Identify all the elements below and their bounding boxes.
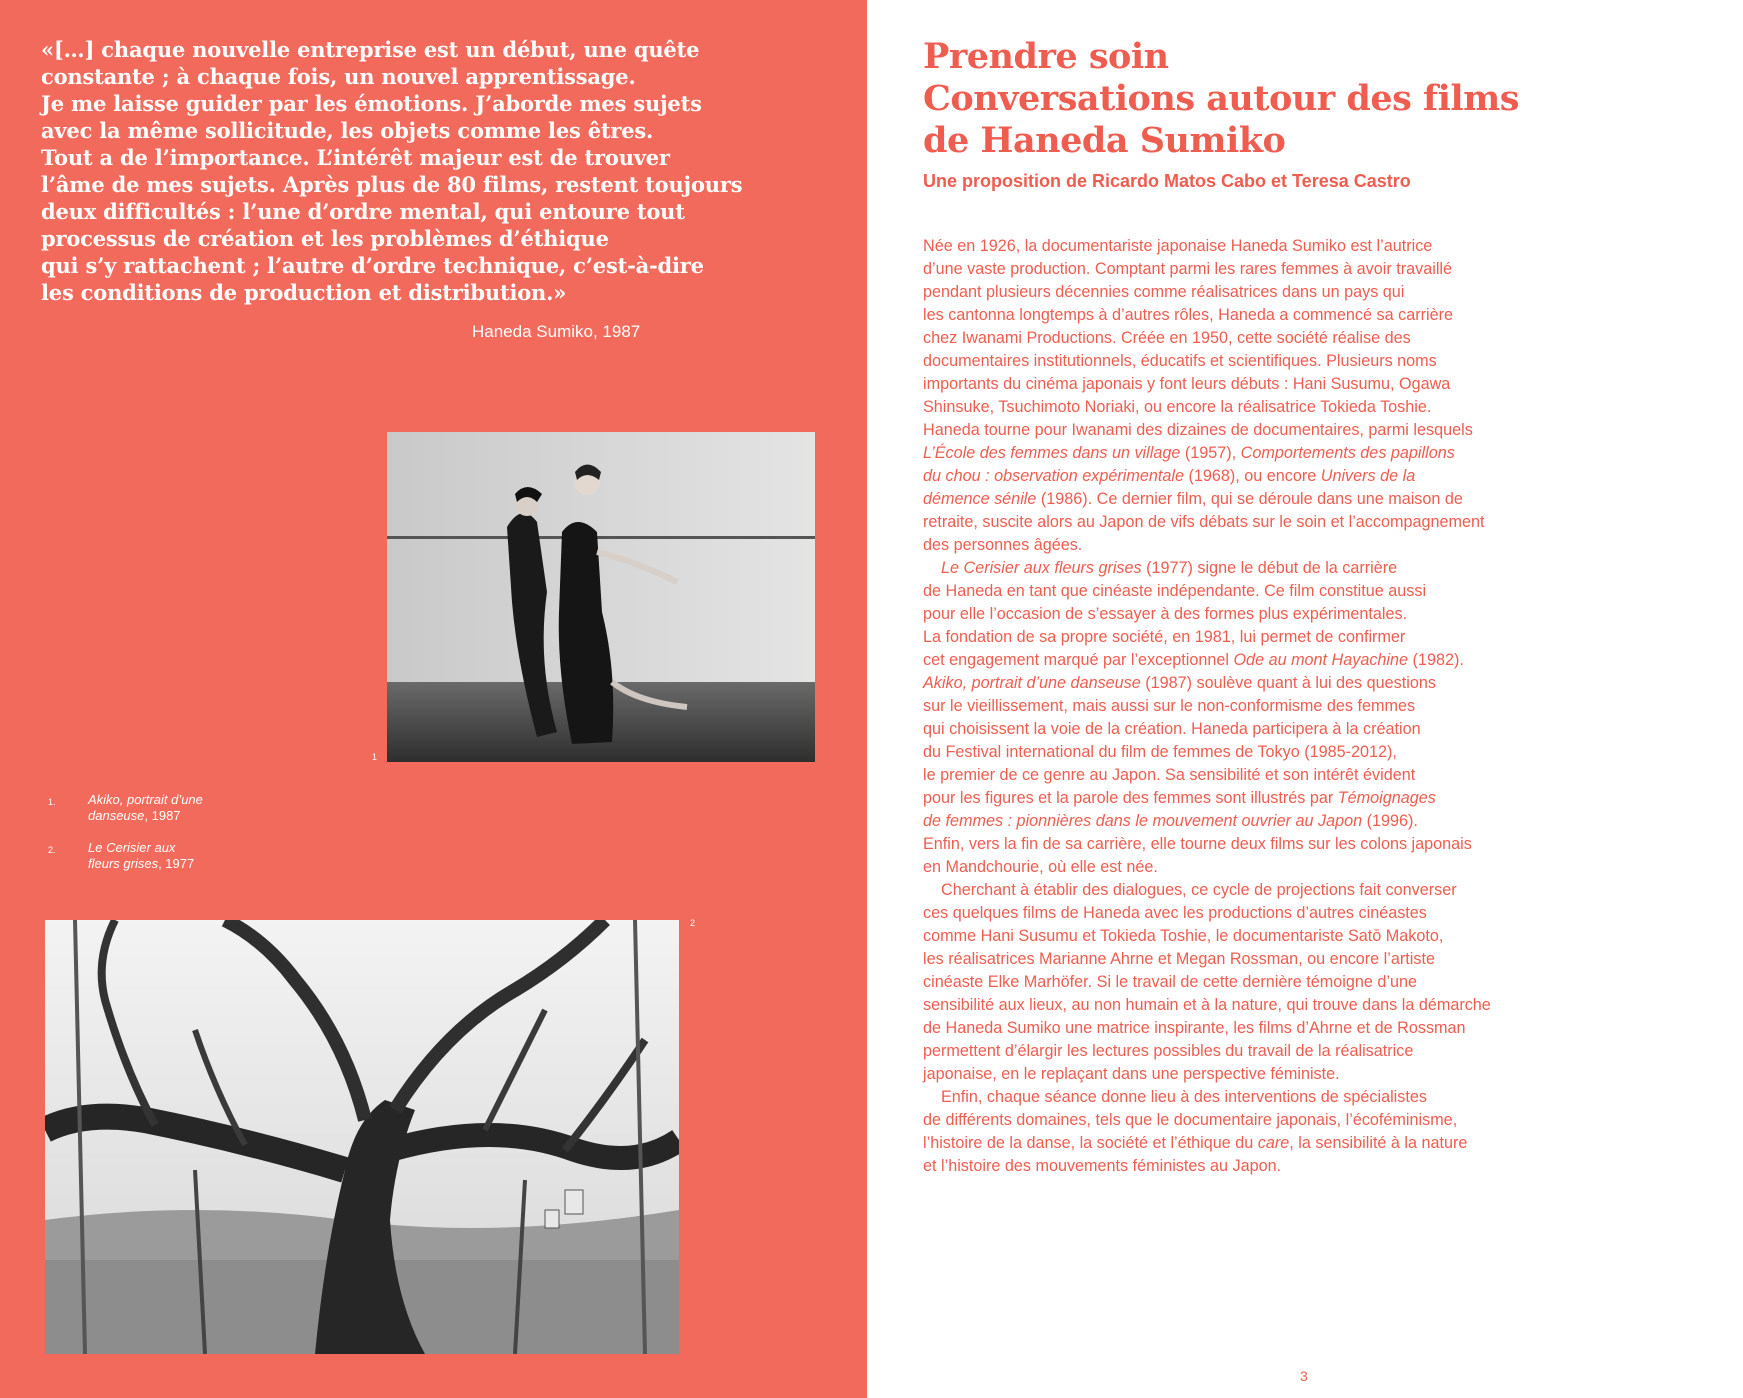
body-line [923,488,1743,511]
film-title: Comportements des papillons [1240,444,1455,462]
quote-line: les conditions de production et distribution.» [41,280,567,305]
page-subtitle: Une proposition de Ricardo Matos Cabo et Teresa Castro [923,171,1411,191]
film-title: care [1257,1134,1290,1152]
text-run: ces quelques films de Haneda avec les productions d’autres cinéastes [923,904,1427,922]
body-line [923,649,1743,672]
caption-year: , 1987 [144,808,181,823]
text-run: sur le vieillissement, mais aussi sur le non-conformisme des femmes [923,697,1416,715]
text-run: La fondation de sa propre société, en 1981, lui permet de confirmer [923,628,1406,646]
text-run: japonaise, en le replaçant dans une perspective féministe. [923,1065,1340,1083]
caption-title-cont: fleurs grises [88,856,159,871]
text-run: (1987) soulève quant à lui des questions [1140,674,1436,692]
quote-line: deux difficultés : l’une d’ordre mental, qui entoure tout [41,199,685,224]
page-title [923,36,1703,162]
text-run: (1957), [1180,444,1241,462]
text-run: Cherchant à établir des dialogues, ce cycle de projections fait converser [941,881,1457,899]
text-run: des personnes âgées. [923,536,1083,554]
body-line [923,534,1743,557]
body-line [923,626,1743,649]
left-page [0,0,867,1398]
film-title: démence sénile [923,490,1037,508]
body-line [923,419,1743,442]
pull-quote [41,36,743,306]
cherry-tree-photo [45,920,679,1354]
body-line [923,511,1743,534]
text-run: permettent d’élargir les lectures possibles du travail de la réalisatrice [923,1042,1414,1060]
text-run: Haneda tourne pour Iwanami des dizaines de documentaires, parmi lesquels [923,421,1473,439]
title-line: Conversations autour des films [923,78,1519,119]
body-line [923,1132,1743,1155]
text-run: de Haneda Sumiko une matrice inspirante, les films d’Ahrne et de Rossman [923,1019,1466,1037]
text-run: sensibilité aux lieux, au non humain et à la nature, qui trouve dans la démarche [923,996,1491,1014]
text-run: , la sensibilité à la nature [1289,1134,1468,1152]
film-title: Ode au mont Hayachine [1233,651,1409,669]
body-line [923,281,1743,304]
body-line [923,465,1743,488]
text-run: (1986). Ce dernier film, qui se déroule dans une maison de [1036,490,1463,508]
body-line [923,1155,1743,1178]
film-title: du chou : observation expérimentale [923,467,1184,485]
text-run: Enfin, chaque séance donne lieu à des interventions de spécialistes [941,1088,1427,1106]
text-run: le premier de ce genre au Japon. Sa sensibilité et son intérêt évident [923,766,1416,784]
text-run: d’une vaste production. Comptant parmi les rares femmes à avoir travaillé [923,260,1453,278]
body-line [923,373,1743,396]
text-run: retraite, suscite alors au Japon de vifs débats sur le soin et l’accompagnement [923,513,1485,531]
text-run: qui choisissent la voie de la création. Haneda participera à la création [923,720,1421,738]
body-line [923,810,1743,833]
body-line [923,235,1743,258]
text-run: (1982). [1408,651,1464,669]
body-line [923,948,1743,971]
text-run: chez Iwanami Productions. Créée en 1950, cette société réalise des [923,329,1411,347]
body-line [923,902,1743,925]
quote-line: qui s’y rattachent ; l’autre d’ordre technique, c’est-à-dire [41,253,704,278]
dancers-photo [387,432,815,762]
caption-2 [88,840,194,872]
text-run: pour elle l’occasion de s’essayer à des formes plus expérimentales. [923,605,1408,623]
text-run: en Mandchourie, où elle est née. [923,858,1158,876]
text-run: de différents domaines, tels que le documentaire japonais, l’écoféminisme, [923,1111,1458,1129]
body-line [923,741,1743,764]
quote-line: Tout a de l’importance. L’intérêt majeur est de trouver [41,145,670,170]
body-line [923,1086,1743,1109]
quote-attribution: Haneda Sumiko, 1987 [472,322,641,341]
film-title: Le Cerisier aux fleurs grises [941,559,1142,577]
caption-title: Akiko, portrait d’une [88,792,203,807]
text-run: du Festival international du film de femmes de Tokyo (1985-2012), [923,743,1397,761]
film-title: Akiko, portrait d’une danseuse [923,674,1141,692]
body-line [923,833,1743,856]
photo-number: 2 [690,918,696,928]
body-line [923,1063,1743,1086]
body-line [923,304,1743,327]
caption-1 [88,792,203,824]
text-run: pendant plusieurs décennies comme réalisatrices dans un pays qui [923,283,1405,301]
body-line [923,971,1743,994]
body-line [923,350,1743,373]
title-line: Prendre soin [923,36,1169,77]
body-line [923,764,1743,787]
text-run: Née en 1926, la documentariste japonaise Haneda Sumiko est l’autrice [923,237,1433,255]
quote-line: «[…] chaque nouvelle entreprise est un début, une quête [41,37,700,62]
text-run: l’histoire de la danse, la société et l’éthique du [923,1134,1258,1152]
body-line [923,994,1743,1017]
body-line [923,557,1743,580]
page-number: 3 [1300,1368,1308,1384]
body-line [923,695,1743,718]
title-line: de Haneda Sumiko [923,120,1286,161]
body-line [923,580,1743,603]
film-title: L’École des femmes dans un village [923,444,1181,462]
body-line [923,442,1743,465]
text-run: Enfin, vers la fin de sa carrière, elle tourne deux films sur les colons japonais [923,835,1472,853]
quote-line: processus de création et les problèmes d’éthique [41,226,609,251]
body-line [923,879,1743,902]
body-line [923,925,1743,948]
text-run: et l’histoire des mouvements féministes au Japon. [923,1157,1282,1175]
quote-line: constante ; à chaque fois, un nouvel apprentissage. [41,64,636,89]
text-run: comme Hani Susumu et Tokieda Toshie, le documentariste Satō Makoto, [923,927,1444,945]
text-run: documentaires institutionnels, éducatifs et scientifiques. Plusieurs noms [923,352,1437,370]
caption-title-cont: danseuse [88,808,145,823]
text-run: (1996). [1362,812,1418,830]
caption-title: Le Cerisier aux [88,840,176,855]
caption-index: 1. [48,797,56,807]
text-run: (1968), ou encore [1183,467,1321,485]
body-line [923,1017,1743,1040]
text-run: cet engagement marqué par l’exceptionnel [923,651,1234,669]
caption-index: 2. [48,845,56,855]
body-line [923,787,1743,810]
body-line [923,396,1743,419]
text-run: les réalisatrices Marianne Ahrne et Megan Rossman, ou encore l’artiste [923,950,1435,968]
text-run: Shinsuke, Tsuchimoto Noriaki, ou encore la réalisatrice Tokieda Toshie. [923,398,1432,416]
body-line [923,1040,1743,1063]
quote-line: l’âme de mes sujets. Après plus de 80 films, restent toujours [41,172,743,197]
body-line [923,1109,1743,1132]
film-title: Témoignages [1337,789,1436,807]
body-line [923,672,1743,695]
photo-number: 1 [372,752,378,762]
body-line [923,603,1743,626]
quote-line: Je me laisse guider par les émotions. J’aborde mes sujets [41,91,702,116]
text-run: (1977) signe le début de la carrière [1141,559,1398,577]
text-run: importants du cinéma japonais y font leurs débuts : Hani Susumu, Ogawa [923,375,1451,393]
text-run: les cantonna longtemps à d’autres rôles, Haneda a commencé sa carrière [923,306,1453,324]
quote-line: avec la même sollicitude, les objets comme les êtres. [41,118,654,143]
caption-year: , 1977 [158,856,195,871]
right-page [867,0,1743,1398]
body-text [923,235,1743,1178]
body-line [923,258,1743,281]
text-run: cinéaste Elke Marhöfer. Si le travail de cette dernière témoigne d’une [923,973,1417,991]
body-line [923,856,1743,879]
body-line [923,718,1743,741]
film-title: Univers de la [1320,467,1416,485]
text-run: de Haneda en tant que cinéaste indépendante. Ce film constitue aussi [923,582,1427,600]
body-line [923,327,1743,350]
film-title: de femmes : pionnières dans le mouvement ouvrier au Japon [923,812,1363,830]
text-run: pour les figures et la parole des femmes sont illustrés par [923,789,1338,807]
